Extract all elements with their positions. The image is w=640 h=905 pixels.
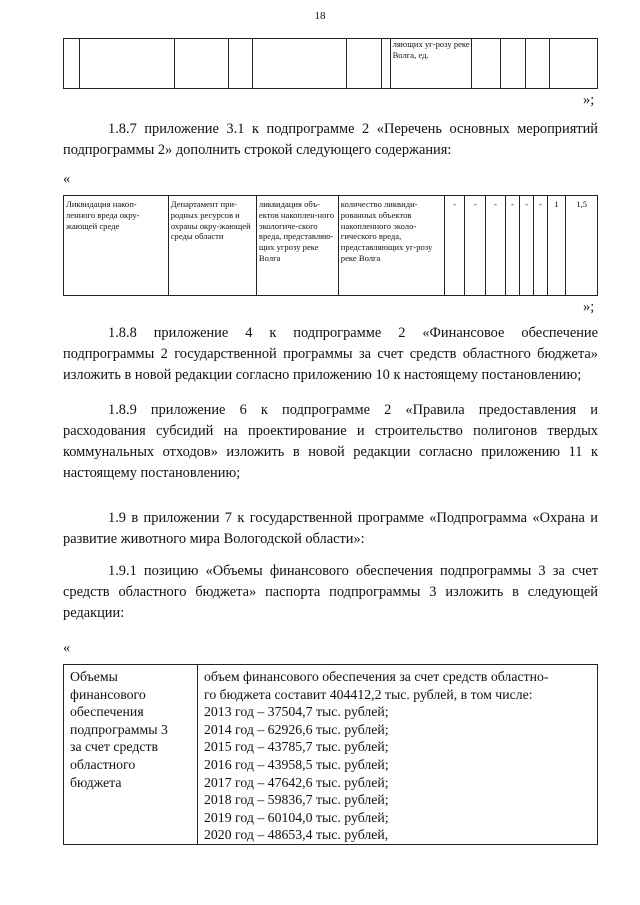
cell-dash: - <box>465 196 486 296</box>
open-quote-1: « <box>63 171 71 187</box>
financing-line: го бюджета составит 404412,2 тыс. рублей, в том числе: <box>204 686 533 702</box>
continued-table <box>63 38 598 89</box>
paragraph-1-9-1: 1.9.1 позицию «Объемы финансового обеспечения подпрограммы 3 за счет средств областного бюджета» паспорта подпрограммы 3 изложить в следующей редакции: <box>63 563 598 621</box>
open-quote-2: « <box>63 640 71 656</box>
financing-label-line: областного <box>70 756 136 772</box>
closing-quote-2: »; <box>583 299 595 315</box>
financing-label-cell <box>64 665 198 845</box>
closing-quote-1: »; <box>583 92 595 108</box>
cell-value-1: 1 <box>547 196 566 296</box>
financing-line: 2016 год – 43958,5 тыс. рублей; <box>204 756 389 772</box>
page-number: 18 <box>314 10 326 22</box>
paragraph-1-8-9: 1.8.9 приложение 6 к подпрограмме 2 «Правила предоставления и расходования субсидий на проектирование и строительство полигонов твердых коммунальных отходов» изложить в новой редакции согласно приложению 11 к настоящему постановлению; <box>63 402 598 481</box>
continued-cell-text: ляющих уг-розу реке Волга, ед. <box>390 39 471 89</box>
paragraph-1-8-8: 1.8.8 приложение 4 к подпрограмме 2 «Финансовое обеспечение подпрограммы 2 государственной программы за счет средств областного бюджета» изложить в новой редакции согласно приложению 10 к настоящему постановлению; <box>63 325 598 383</box>
financing-label-line: бюджета <box>70 774 122 790</box>
financing-line: 2017 год – 47642,6 тыс. рублей; <box>204 774 389 790</box>
financing-label-line: финансового <box>70 686 146 702</box>
financing-line: 2018 год – 59836,7 тыс. рублей; <box>204 792 389 808</box>
financing-value-cell <box>198 665 598 845</box>
cell-dash: - <box>505 196 519 296</box>
cell-department: Департамент при-родных ресурсов и охраны окру-жающей среды области <box>168 196 256 296</box>
financing-line: объем финансового обеспечения за счет средств областно- <box>204 669 549 684</box>
financing-table <box>63 664 598 845</box>
cell-dash: - <box>534 196 547 296</box>
paragraph-1-9: 1.9 в приложении 7 к государственной программе «Подпрограмма «Охрана и развитие животного мира Вологодской области»: <box>63 510 598 547</box>
financing-line: 2019 год – 60104,0 тыс. рублей; <box>204 809 389 825</box>
paragraph-1-8-7: 1.8.7 приложение 3.1 к подпрограмме 2 «Перечень основных мероприятий подпрограммы 2» дополнить строкой следующего содержания: <box>63 121 598 158</box>
cell-dash: - <box>520 196 534 296</box>
financing-label-line: подпрограммы 3 <box>70 721 168 737</box>
cell-measure: ликвидация объ-ектов накоплен-ного экологиче-ского вреда, представляю-щих угрозу реке Волга <box>256 196 338 296</box>
financing-line: 2014 год – 62926,6 тыс. рублей; <box>204 721 389 737</box>
insert-row-table <box>63 195 598 296</box>
cell-dash: - <box>486 196 506 296</box>
financing-label-line: Объемы <box>70 669 118 684</box>
cell-activity: Ликвидация накоп-ленного вреда окру-жающей среде <box>64 196 169 296</box>
financing-line: 2020 год – 48653,4 тыс. рублей, <box>204 827 389 843</box>
financing-label-line: за счет средств <box>70 739 159 755</box>
cell-dash: - <box>444 196 465 296</box>
cell-indicator: количество ликвиди-рованных объектов накопленного эколо-гического вреда, представляющих уг-розу реке Волга <box>338 196 444 296</box>
cell-value-2: 1,5 <box>566 196 598 296</box>
financing-line: 2015 год – 43785,7 тыс. рублей; <box>204 739 389 755</box>
financing-line: 2013 год – 37504,7 тыс. рублей; <box>204 704 389 720</box>
financing-label-line: обеспечения <box>70 704 144 720</box>
